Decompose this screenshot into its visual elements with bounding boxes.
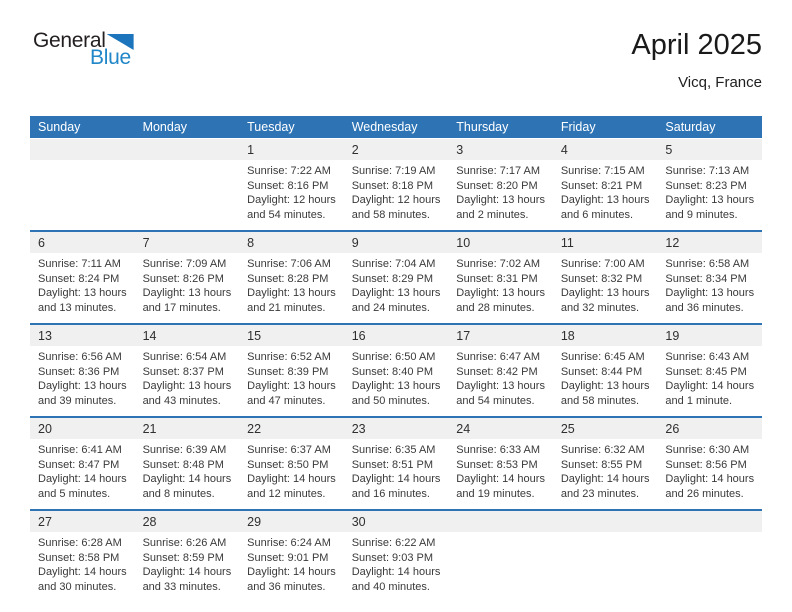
daylight-text: Daylight: 14 hours and 19 minutes.	[456, 473, 545, 500]
day-number: 22	[247, 422, 262, 436]
day-details	[344, 346, 449, 408]
sunset-text: Sunset: 9:03 PM	[351, 551, 434, 564]
sunrise-text: Sunrise: 7:17 AM	[456, 165, 541, 177]
sunset-text: Sunset: 8:37 PM	[142, 365, 224, 378]
weekday-header-saturday: Saturday	[665, 120, 716, 134]
sunset-text: Sunset: 8:51 PM	[351, 458, 434, 471]
sunset-text: Sunset: 8:29 PM	[351, 272, 434, 285]
day-details	[135, 532, 240, 594]
sunset-text: Sunset: 8:50 PM	[247, 458, 329, 471]
sunset-text: Sunset: 8:26 PM	[142, 272, 224, 285]
day-number	[448, 515, 456, 529]
sunrise-text: Sunrise: 6:37 AM	[247, 444, 331, 456]
day-number: 2	[351, 143, 359, 157]
daylight-text: Daylight: 14 hours and 40 minutes.	[351, 566, 441, 593]
sunrise-text: Sunrise: 7:06 AM	[247, 258, 331, 270]
day-number-band	[239, 139, 344, 160]
sunrise-text: Sunrise: 6:30 AM	[665, 444, 750, 456]
day-details	[344, 160, 449, 222]
day-details	[344, 439, 449, 501]
day-cell	[657, 511, 762, 602]
day-cell	[135, 511, 240, 602]
day-number: 16	[351, 329, 366, 343]
daylight-text: Daylight: 14 hours and 30 minutes.	[38, 566, 127, 593]
day-number-band	[344, 418, 449, 439]
day-number-band	[344, 511, 449, 532]
daylight-text: Daylight: 14 hours and 1 minute.	[665, 380, 755, 407]
day-cell	[553, 325, 658, 416]
day-number: 30	[351, 515, 366, 529]
day-number-band	[553, 232, 658, 253]
day-number-band	[30, 139, 135, 160]
day-cell	[448, 511, 553, 602]
day-details	[30, 346, 135, 408]
day-number: 21	[142, 422, 157, 436]
sunset-text: Sunset: 8:28 PM	[247, 272, 329, 285]
day-details	[448, 532, 553, 536]
day-number-band	[553, 418, 658, 439]
day-details	[448, 439, 553, 501]
sunset-text: Sunset: 8:21 PM	[560, 179, 643, 192]
day-cell	[657, 232, 762, 323]
day-cell	[448, 418, 553, 509]
day-number-band	[344, 232, 449, 253]
day-number: 10	[456, 236, 471, 250]
weeks-container	[30, 139, 762, 602]
day-number-band	[239, 418, 344, 439]
weekday-header-sunday: Sunday	[38, 120, 81, 134]
day-number: 27	[38, 515, 52, 529]
day-number-band	[657, 325, 762, 346]
day-number: 4	[560, 143, 568, 157]
day-cell	[30, 418, 135, 509]
day-cell	[657, 418, 762, 509]
sunset-text: Sunset: 8:47 PM	[38, 458, 120, 471]
sunset-text: Sunset: 8:53 PM	[456, 458, 538, 471]
daylight-text: Daylight: 13 hours and 9 minutes.	[665, 194, 755, 221]
day-number-band	[30, 511, 135, 532]
daylight-text: Daylight: 13 hours and 32 minutes.	[560, 287, 650, 314]
calendar-table	[30, 116, 762, 602]
day-cell	[448, 139, 553, 230]
day-number-band	[553, 325, 658, 346]
day-number: 6	[38, 236, 45, 250]
day-number: 17	[456, 329, 471, 343]
day-details	[448, 160, 553, 222]
sunrise-text: Sunrise: 6:33 AM	[456, 444, 541, 456]
daylight-text: Daylight: 13 hours and 54 minutes.	[456, 380, 545, 407]
daylight-text: Daylight: 13 hours and 6 minutes.	[560, 194, 650, 221]
sunrise-text: Sunrise: 6:41 AM	[38, 444, 122, 456]
weekday-header-thursday: Thursday	[456, 120, 509, 134]
day-details	[657, 532, 762, 536]
day-number-band	[448, 139, 553, 160]
day-number	[30, 143, 38, 157]
daylight-text: Daylight: 13 hours and 47 minutes.	[247, 380, 336, 407]
sunrise-text: Sunrise: 7:22 AM	[247, 165, 331, 177]
weekday-header-friday: Friday	[560, 120, 596, 134]
page-header	[0, 0, 792, 102]
sunrise-text: Sunrise: 7:04 AM	[351, 258, 436, 270]
week-row-5	[30, 509, 762, 602]
day-number-band	[135, 139, 240, 160]
day-details	[239, 253, 344, 315]
day-cell	[553, 418, 658, 509]
sunrise-text: Sunrise: 7:13 AM	[665, 165, 750, 177]
day-details	[239, 439, 344, 501]
day-details	[553, 160, 658, 222]
day-cell	[344, 232, 449, 323]
daylight-text: Daylight: 12 hours and 58 minutes.	[351, 194, 441, 221]
day-cell	[344, 511, 449, 602]
sunrise-text: Sunrise: 6:58 AM	[665, 258, 750, 270]
weekday-header-wednesday: Wednesday	[351, 120, 418, 134]
sunrise-text: Sunrise: 6:28 AM	[38, 537, 122, 549]
sunset-text: Sunset: 8:36 PM	[38, 365, 120, 378]
daylight-text: Daylight: 13 hours and 17 minutes.	[142, 287, 232, 314]
sunset-text: Sunset: 8:55 PM	[560, 458, 643, 471]
day-number: 11	[560, 236, 574, 250]
daylight-text: Daylight: 13 hours and 43 minutes.	[142, 380, 232, 407]
day-number-band	[239, 232, 344, 253]
day-cell	[135, 325, 240, 416]
day-number	[135, 143, 143, 157]
sunset-text: Sunset: 8:20 PM	[456, 179, 538, 192]
day-number-band	[135, 418, 240, 439]
sunrise-text: Sunrise: 6:24 AM	[247, 537, 331, 549]
day-number	[657, 515, 665, 529]
day-details	[239, 346, 344, 408]
day-cell	[344, 418, 449, 509]
sunset-text: Sunset: 8:42 PM	[456, 365, 538, 378]
weekday-header-row	[30, 116, 762, 138]
week-row-2	[30, 230, 762, 323]
day-cell	[657, 325, 762, 416]
daylight-text: Daylight: 14 hours and 36 minutes.	[247, 566, 336, 593]
day-details	[657, 160, 762, 222]
day-cell	[448, 325, 553, 416]
sunrise-text: Sunrise: 7:09 AM	[142, 258, 227, 270]
day-cell	[553, 511, 658, 602]
sunrise-text: Sunrise: 6:35 AM	[351, 444, 436, 456]
day-details	[657, 346, 762, 408]
sunrise-text: Sunrise: 7:02 AM	[456, 258, 541, 270]
sunrise-text: Sunrise: 6:45 AM	[560, 351, 645, 363]
logo-line-2	[90, 47, 134, 68]
day-cell	[30, 232, 135, 323]
sunrise-text: Sunrise: 6:50 AM	[351, 351, 436, 363]
day-details	[553, 532, 658, 536]
day-number: 14	[142, 329, 157, 343]
day-number: 29	[247, 515, 262, 529]
sunrise-text: Sunrise: 7:11 AM	[38, 258, 121, 270]
sunset-text: Sunset: 8:59 PM	[142, 551, 224, 564]
daylight-text: Daylight: 13 hours and 24 minutes.	[351, 287, 441, 314]
day-number-band	[657, 139, 762, 160]
sunset-text: Sunset: 8:31 PM	[456, 272, 538, 285]
day-number-band	[135, 511, 240, 532]
day-cell	[657, 139, 762, 230]
day-number-band	[448, 418, 553, 439]
day-details	[30, 160, 135, 164]
day-details	[239, 532, 344, 594]
day-details	[30, 439, 135, 501]
sunrise-text: Sunrise: 6:54 AM	[142, 351, 227, 363]
sunset-text: Sunset: 8:56 PM	[665, 458, 747, 471]
day-details	[30, 253, 135, 315]
day-cell	[30, 511, 135, 602]
day-number-band	[239, 511, 344, 532]
day-details	[553, 346, 658, 408]
day-cell	[135, 139, 240, 230]
daylight-text: Daylight: 14 hours and 26 minutes.	[665, 473, 755, 500]
day-number-band	[239, 325, 344, 346]
day-details	[553, 253, 658, 315]
day-number-band	[657, 511, 762, 532]
sunset-text: Sunset: 8:23 PM	[665, 179, 747, 192]
day-details	[135, 346, 240, 408]
day-cell	[30, 325, 135, 416]
daylight-text: Daylight: 14 hours and 23 minutes.	[560, 473, 650, 500]
day-number: 28	[142, 515, 157, 529]
sunset-text: Sunset: 8:45 PM	[665, 365, 747, 378]
sunrise-text: Sunrise: 6:22 AM	[351, 537, 436, 549]
logo-text-general: General	[33, 29, 106, 52]
day-number: 13	[38, 329, 52, 343]
title-block	[631, 30, 762, 91]
logo-text-blue: Blue	[90, 46, 131, 69]
day-cell	[135, 418, 240, 509]
day-number-band	[657, 232, 762, 253]
daylight-text: Daylight: 13 hours and 13 minutes.	[38, 287, 127, 314]
day-cell	[448, 232, 553, 323]
day-cell	[553, 232, 658, 323]
day-number-band	[135, 325, 240, 346]
day-number-band	[30, 418, 135, 439]
day-number	[553, 515, 561, 529]
day-number-band	[30, 232, 135, 253]
daylight-text: Daylight: 13 hours and 2 minutes.	[456, 194, 545, 221]
day-number: 20	[38, 422, 52, 436]
day-details	[344, 532, 449, 594]
day-number-band	[30, 325, 135, 346]
sunrise-text: Sunrise: 7:00 AM	[560, 258, 645, 270]
day-cell	[344, 325, 449, 416]
day-number-band	[553, 511, 658, 532]
daylight-text: Daylight: 14 hours and 33 minutes.	[142, 566, 232, 593]
daylight-text: Daylight: 14 hours and 16 minutes.	[351, 473, 441, 500]
sunset-text: Sunset: 8:40 PM	[351, 365, 434, 378]
day-number: 8	[247, 236, 255, 250]
sunset-text: Sunset: 8:32 PM	[560, 272, 643, 285]
day-details	[30, 532, 135, 594]
daylight-text: Daylight: 12 hours and 54 minutes.	[247, 194, 336, 221]
day-cell	[30, 139, 135, 230]
sunrise-text: Sunrise: 6:32 AM	[560, 444, 645, 456]
day-cell	[239, 139, 344, 230]
day-details	[239, 160, 344, 222]
day-cell	[239, 232, 344, 323]
daylight-text: Daylight: 13 hours and 39 minutes.	[38, 380, 127, 407]
day-number-band	[448, 325, 553, 346]
sunset-text: Sunset: 8:34 PM	[665, 272, 747, 285]
sunset-text: Sunset: 9:01 PM	[247, 551, 329, 564]
day-number: 1	[247, 143, 255, 157]
day-number: 9	[351, 236, 359, 250]
sunrise-text: Sunrise: 6:47 AM	[456, 351, 541, 363]
location-subtitle: Vicq, France	[678, 73, 762, 91]
daylight-text: Daylight: 13 hours and 28 minutes.	[456, 287, 545, 314]
day-number: 3	[456, 143, 464, 157]
day-cell	[135, 232, 240, 323]
day-details	[344, 253, 449, 315]
day-cell	[553, 139, 658, 230]
day-cell	[239, 511, 344, 602]
day-details	[448, 253, 553, 315]
week-row-1	[30, 139, 762, 230]
daylight-text: Daylight: 13 hours and 21 minutes.	[247, 287, 336, 314]
week-row-4	[30, 416, 762, 509]
day-number: 18	[560, 329, 575, 343]
daylight-text: Daylight: 14 hours and 12 minutes.	[247, 473, 336, 500]
day-cell	[239, 418, 344, 509]
sunrise-text: Sunrise: 7:19 AM	[351, 165, 436, 177]
sunset-text: Sunset: 8:44 PM	[560, 365, 643, 378]
sunset-text: Sunset: 8:39 PM	[247, 365, 329, 378]
daylight-text: Daylight: 13 hours and 50 minutes.	[351, 380, 441, 407]
day-number-band	[553, 139, 658, 160]
sunrise-text: Sunrise: 6:52 AM	[247, 351, 331, 363]
sunrise-text: Sunrise: 6:39 AM	[142, 444, 227, 456]
day-number: 12	[665, 236, 680, 250]
day-details	[135, 160, 240, 164]
day-details	[135, 253, 240, 315]
sunrise-text: Sunrise: 6:56 AM	[38, 351, 122, 363]
month-title: April 2025	[631, 29, 762, 61]
daylight-text: Daylight: 13 hours and 36 minutes.	[665, 287, 755, 314]
sunset-text: Sunset: 8:48 PM	[142, 458, 224, 471]
week-row-3	[30, 323, 762, 416]
day-cell	[239, 325, 344, 416]
sunset-text: Sunset: 8:58 PM	[38, 551, 120, 564]
sunset-text: Sunset: 8:16 PM	[247, 179, 329, 192]
sunset-text: Sunset: 8:24 PM	[38, 272, 120, 285]
day-number: 15	[247, 329, 262, 343]
day-number-band	[344, 325, 449, 346]
day-number-band	[344, 139, 449, 160]
day-number: 5	[665, 143, 673, 157]
daylight-text: Daylight: 14 hours and 5 minutes.	[38, 473, 127, 500]
day-number: 25	[560, 422, 575, 436]
day-number-band	[657, 418, 762, 439]
day-number: 23	[351, 422, 366, 436]
daylight-text: Daylight: 13 hours and 58 minutes.	[560, 380, 650, 407]
day-details	[553, 439, 658, 501]
day-number: 24	[456, 422, 471, 436]
day-number-band	[448, 232, 553, 253]
day-details	[657, 253, 762, 315]
weekday-header-monday: Monday	[142, 120, 188, 134]
day-details	[448, 346, 553, 408]
sunrise-text: Sunrise: 6:43 AM	[665, 351, 750, 363]
day-number: 26	[665, 422, 680, 436]
general-blue-logo	[33, 30, 134, 68]
day-number-band	[135, 232, 240, 253]
day-number: 7	[142, 236, 150, 250]
sunset-text: Sunset: 8:18 PM	[351, 179, 434, 192]
day-cell	[344, 139, 449, 230]
day-number-band	[448, 511, 553, 532]
weekday-header-tuesday: Tuesday	[247, 120, 295, 134]
day-details	[657, 439, 762, 501]
sunrise-text: Sunrise: 7:15 AM	[560, 165, 645, 177]
daylight-text: Daylight: 14 hours and 8 minutes.	[142, 473, 232, 500]
day-details	[135, 439, 240, 501]
day-number: 19	[665, 329, 680, 343]
sunrise-text: Sunrise: 6:26 AM	[142, 537, 227, 549]
